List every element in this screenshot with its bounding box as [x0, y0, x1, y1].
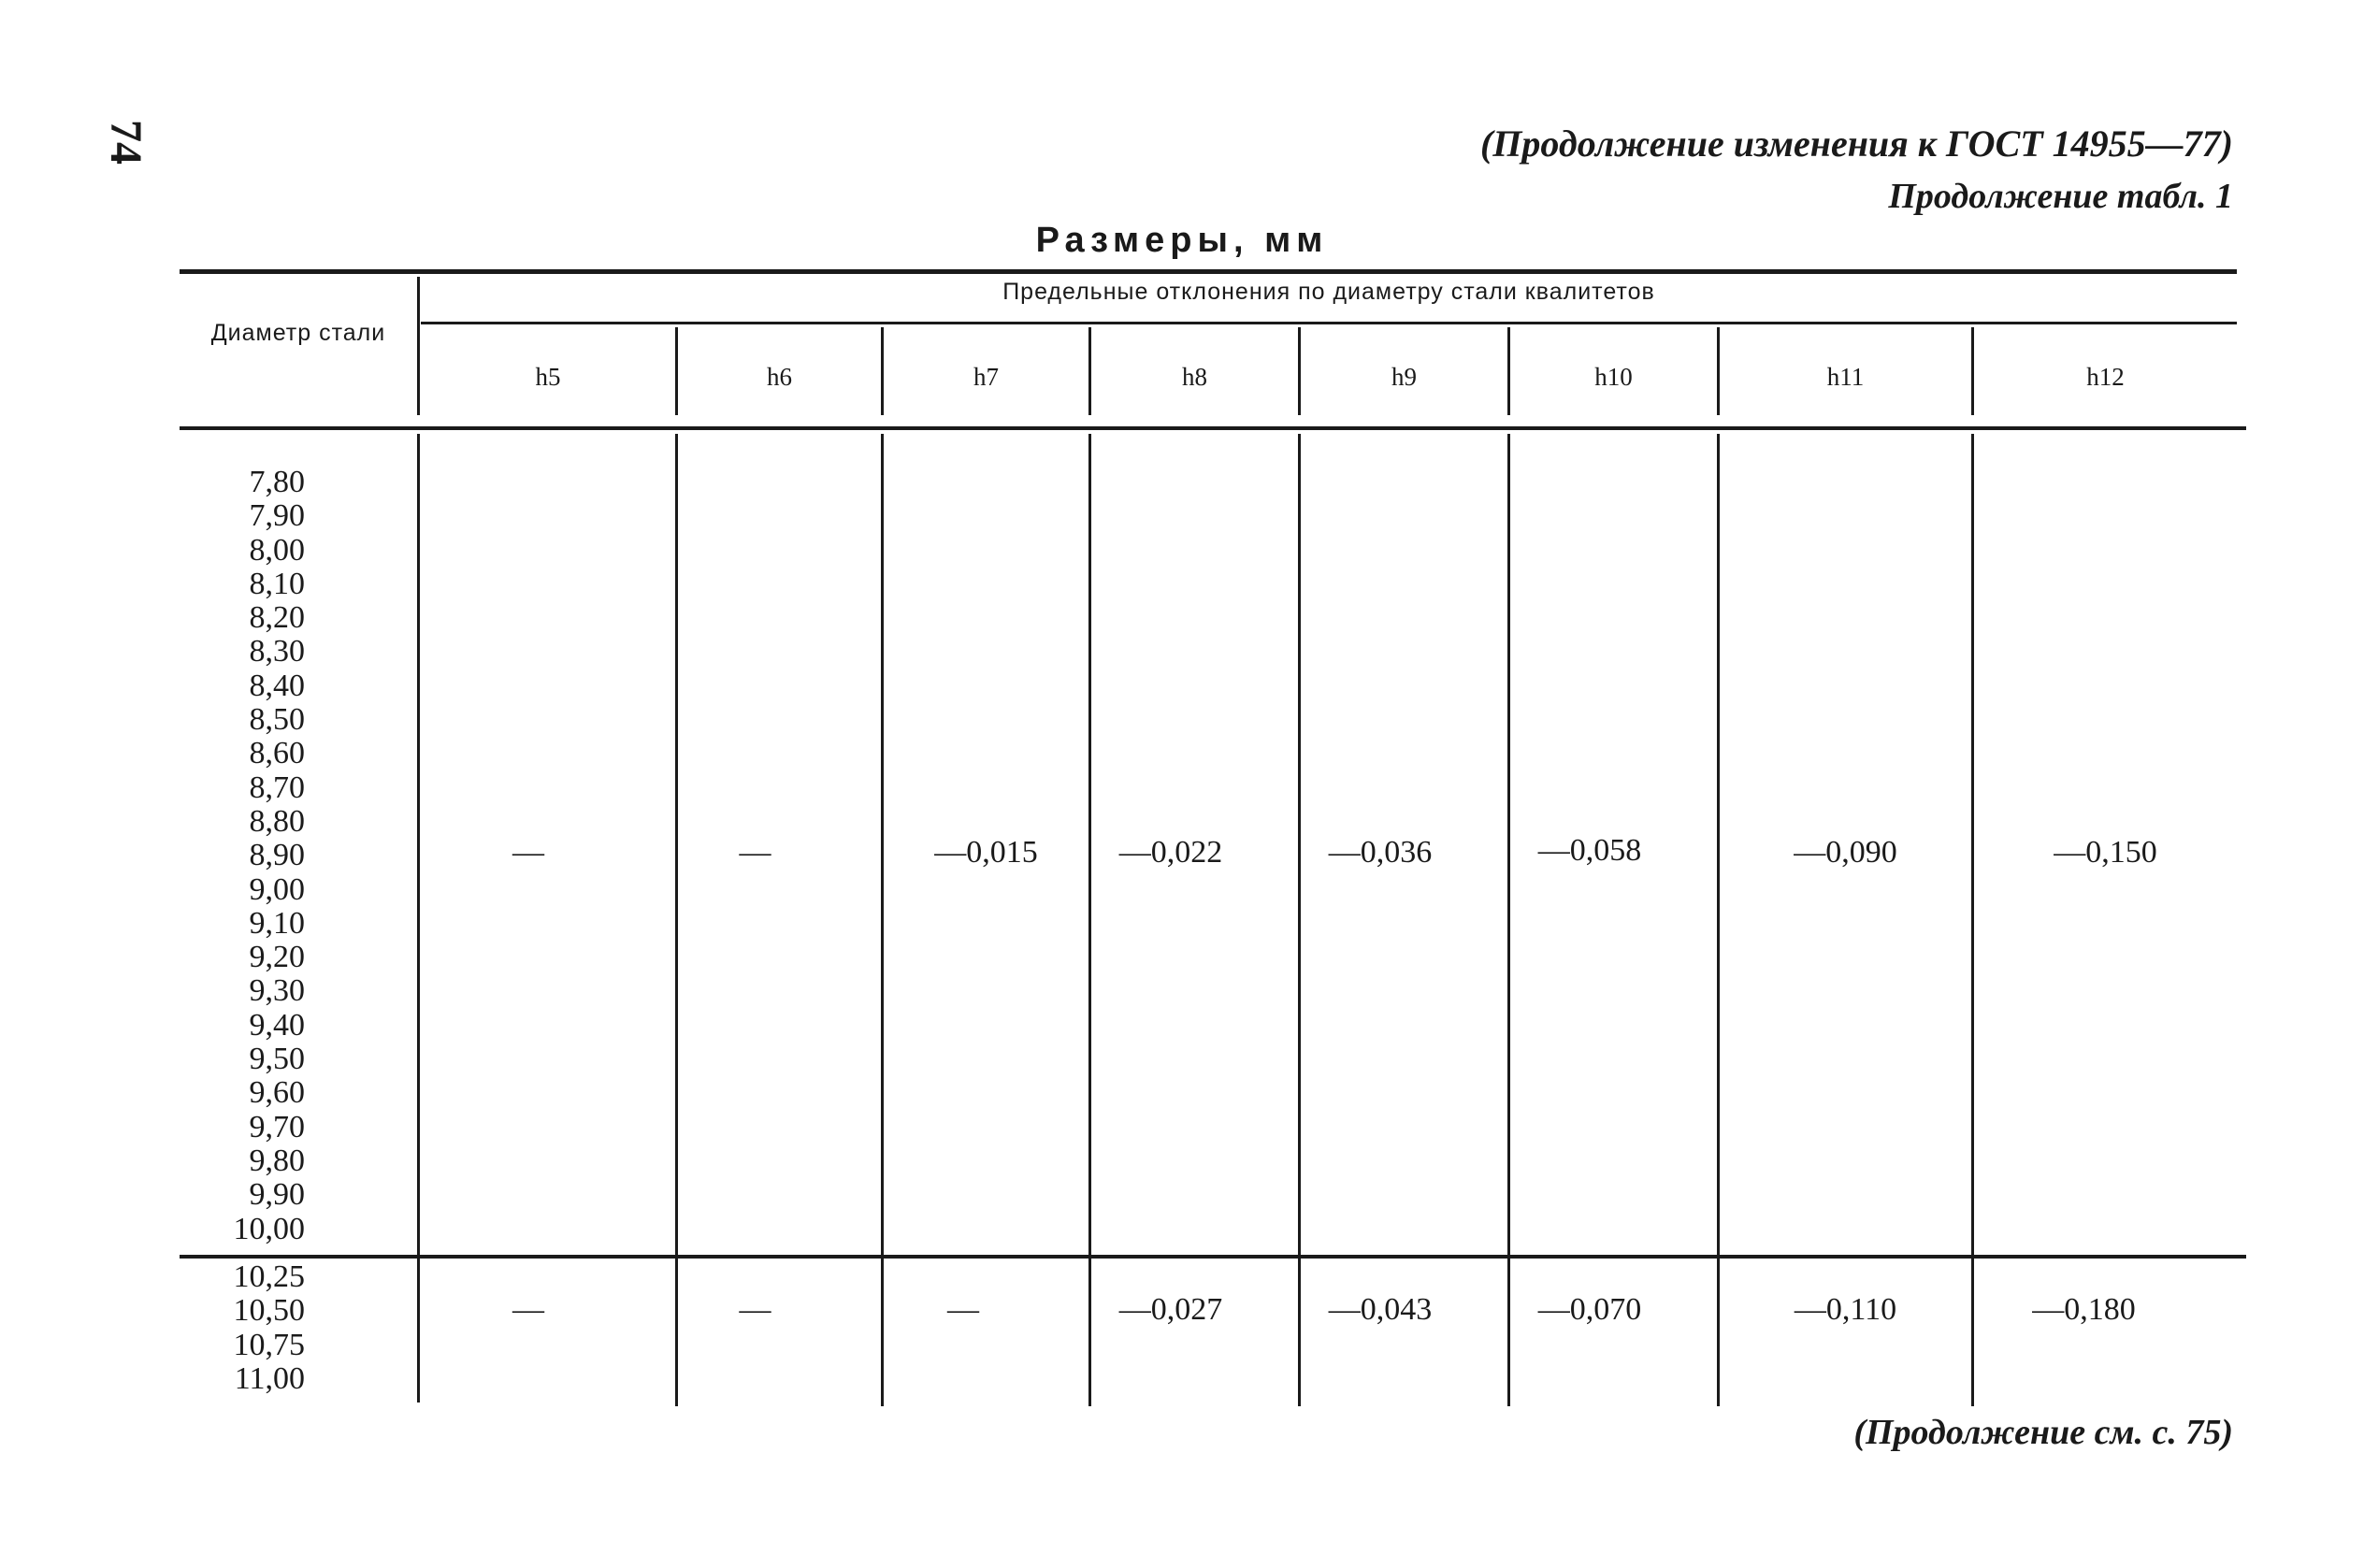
diameter-value: 9,20	[249, 940, 305, 975]
diameter-value: 9,60	[249, 1075, 305, 1111]
diameter-value: 8,20	[249, 600, 305, 636]
diameter-value: 10,75	[233, 1327, 305, 1362]
table-top-border	[180, 269, 2237, 274]
sizes-title: Размеры, мм	[1035, 221, 1329, 260]
diameter-value: 8,70	[249, 770, 305, 805]
column-header: h6	[767, 363, 792, 391]
col-divider-4	[1298, 434, 1301, 1406]
document-header: (Продолжение изменения к ГОСТ 14955—77)	[1479, 122, 2233, 165]
group-separator	[180, 1255, 2246, 1259]
row-header-divider	[417, 434, 420, 1403]
table-cell: —0,015	[934, 835, 1038, 870]
row-header-text: Диаметр стали	[210, 320, 386, 346]
table-cell: —	[739, 835, 771, 870]
diameter-value: 9,10	[249, 905, 305, 941]
table-continuation-label: Продолжение табл. 1	[1888, 177, 2233, 216]
table-cell: —	[512, 835, 544, 870]
table-cell: —0,022	[1118, 835, 1223, 870]
diameter-value: 9,80	[249, 1143, 305, 1178]
table-cell: —0,070	[1537, 1292, 1642, 1327]
row-header-label	[180, 322, 417, 344]
table-cell: —0,180	[2032, 1292, 2136, 1327]
column-header: h12	[2086, 363, 2125, 391]
column-header: h5	[535, 363, 561, 391]
diameter-value: 10,25	[233, 1259, 305, 1294]
column-header: h9	[1391, 363, 1417, 391]
column-header: h7	[973, 363, 999, 391]
diameter-value: 9,00	[249, 871, 305, 907]
row-header-divider-top	[417, 277, 420, 415]
table-cell: —	[512, 1292, 544, 1327]
header-bottom-border	[180, 426, 2246, 430]
group-header-label: Предельные отклонения по диаметру стали квалитетов	[1002, 279, 1655, 305]
diameter-value: 7,80	[249, 465, 305, 499]
table-cell: —0,110	[1794, 1292, 1897, 1327]
diameter-values-group-2	[234, 1260, 306, 1396]
diameter-value: 8,50	[249, 702, 305, 738]
col-divider-5	[1507, 434, 1510, 1406]
diameter-value: 9,90	[249, 1177, 305, 1213]
column-header: h10	[1594, 363, 1633, 391]
diameter-values-group-1	[234, 466, 306, 1246]
table-cell: —0,027	[1118, 1292, 1223, 1327]
diameter-value: 9,30	[249, 973, 305, 1009]
column-header: h8	[1182, 363, 1207, 391]
diameter-list-group-1	[180, 466, 305, 1251]
table-cell: —0,150	[2054, 835, 2157, 870]
group-header-underline	[421, 322, 2237, 324]
tolerance-table	[180, 269, 2237, 1403]
table-cell: —0,036	[1328, 835, 1433, 870]
diameter-value: 7,90	[249, 498, 305, 534]
col-divider-2	[881, 434, 884, 1406]
diameter-value: 11,00	[234, 1360, 305, 1396]
diameter-value: 10,00	[233, 1211, 305, 1246]
diameter-value: 8,40	[249, 668, 305, 703]
diameter-value: 8,80	[249, 803, 305, 839]
diameter-value: 8,90	[249, 838, 305, 873]
page-number: 74	[101, 120, 151, 165]
col-divider-7	[1971, 434, 1974, 1406]
column-header: h11	[1826, 363, 1865, 391]
table-cell: —	[739, 1292, 771, 1327]
diameter-value: 8,10	[249, 566, 305, 601]
diameter-list-group-2	[180, 1260, 305, 1401]
table-cell: —0,090	[1794, 835, 1897, 870]
table-cell: —0,043	[1328, 1292, 1433, 1327]
continuation-note: (Продолжение см. с. 75)	[1853, 1413, 2233, 1452]
diameter-value: 8,60	[249, 736, 305, 771]
diameter-value: 10,50	[233, 1293, 305, 1329]
diameter-value: 9,40	[249, 1007, 305, 1043]
col-divider-6	[1717, 434, 1720, 1406]
col-divider-1	[675, 434, 678, 1406]
diameter-value: 9,70	[249, 1109, 305, 1144]
table-cell: —	[947, 1292, 979, 1327]
diameter-value: 9,50	[249, 1042, 305, 1077]
diameter-value: 8,00	[249, 532, 305, 568]
table-cell: —0,058	[1537, 833, 1642, 868]
diameter-value: 8,30	[249, 634, 305, 669]
col-divider-3	[1088, 434, 1091, 1406]
